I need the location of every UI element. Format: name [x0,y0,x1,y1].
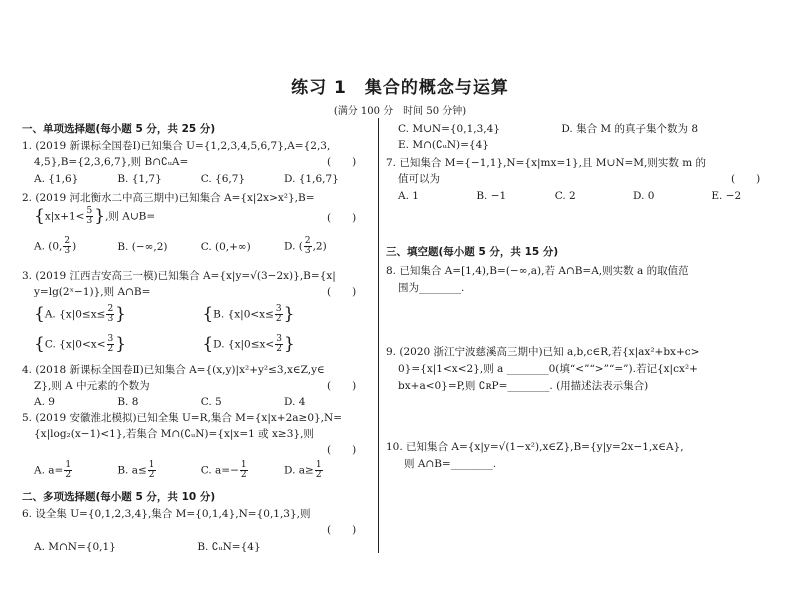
option-b: B. −1 [476,190,507,202]
question-3-line-2: y=lg(2ˣ−1)},则 A∩B= [34,286,151,298]
page-subtitle: (满分 100 分 时间 50 分钟) [333,106,467,117]
question-3-line-1: 3. (2019 江西吉安高三一模)已知集合 A={x|y=√(3−2x)},B={x| [22,270,336,282]
question-2-line-2: {x|x+1< $\frac{5}{3}$ },则 A∪B= [34,206,156,226]
option-c: C. M∪N={0,1,3,4} [398,123,500,135]
question-3-answer-paren: ( ) [327,286,357,298]
option-a: A. {1,6} [34,173,79,185]
option-d: D. 集合 M 的真子集个数为 8 [561,123,699,135]
option-d: D. {1,6,7} [284,173,339,185]
option-c: C. (0,+∞) [200,240,251,253]
question-9-line-2: 0}={x|1<x<2},则 a ________0(填“<”“>”“=”).若记{x|cx²+ [398,363,698,375]
option-d: {D. {x|0≤x< $\frac{3}{2}$ } [202,334,295,354]
option-d: D. ( $\frac{2}{3}$ ,2) [284,236,327,256]
question-5-options [34,461,324,480]
question-10-line-2: 则 A∩B=________. [404,458,497,470]
question-4-line-2: Z},则 A 中元素的个数为 [34,380,150,392]
question-10-line-1: 10. 已知集合 A={x|y=√(1−x²),x∈Z},B={y|y=2x−1,x∈A}, [386,441,684,453]
question-5-line-2: {x|log₂(x−1)<1},若集合 M∩(∁ᵤN)={x|x=1 或 x≥3},则 [34,428,314,440]
option-a: A. a= $\frac{1}{2}$ [34,460,72,480]
option-e: E. M∩(∁ᵤN)={4} [398,139,489,151]
question-4-options [34,395,305,410]
option-d: D. 0 [633,190,655,202]
question-9-line-1: 9. (2020 浙江宁波慈溪高三期中)已知 a,b,c∈R,若{x|ax²+bx+c> [386,346,700,358]
question-3-options-row-2 [34,335,295,354]
question-7-line-2: 值可以为 [398,173,440,185]
option-c: C. {6,7} [200,173,246,185]
question-1-answer-paren: ( ) [327,156,357,168]
question-5-line-1: 5. (2019 安徽淮北模拟)已知全集 U=R,集合 M={x|x+2a≥0},N= [22,412,343,424]
question-9-line-3: bx+a<0}=P,则 ∁ʀP=________. (用描述法表示集合) [398,380,649,392]
question-6-line-1: 6. 设全集 U={0,1,2,3,4},集合 M={0,1,4},N={0,1,3},则 [22,508,311,520]
option-b: B. {1,7} [117,173,162,185]
column-divider [378,118,379,553]
question-2-answer-paren: ( ) [327,212,357,224]
question-1-options [34,172,339,187]
question-6-options-continued [398,122,698,137]
question-5-answer-paren: ( ) [327,444,357,456]
question-4-answer-paren: ( ) [327,380,357,392]
option-b: B. a≤ $\frac{1}{2}$ [117,460,155,480]
option-a: A. M∩N={0,1} [34,541,116,553]
question-3-options-row-1 [34,305,294,324]
section-heading-single-choice: 一、单项选择题(每小题 5 分，共 25 分) [22,123,216,135]
question-2-options [34,237,327,256]
question-7-options [398,189,741,204]
page-title: 练习 1 集合的概念与运算 [291,78,509,98]
question-1-line-2: 4,5},B={2,3,6,7},则 B∩∁ᵤA= [34,156,189,168]
question-2-line-1: 2. (2019 河北衡水二中高三期中)已知集合 A={x|2x>x²},B= [22,192,315,204]
option-a: A. 9 [34,396,55,408]
option-b: {B. {x|0<x≤ $\frac{3}{2}$ } [202,304,295,324]
option-a: A. (0, $\frac{2}{3}$ ) [34,236,77,256]
option-d: D. 4 [284,396,306,408]
option-a: {A. {x|0≤x≤ $\frac{2}{3}$ } [34,304,126,324]
question-6-answer-paren: ( ) [327,524,357,536]
section-heading-multi-choice: 二、多项选择题(每小题 5 分，共 10 分) [22,491,216,503]
option-c: C. 5 [200,396,222,408]
option-b: B. 8 [117,396,139,408]
option-b: B. ∁ᵤN={4} [197,541,261,553]
question-7-answer-paren: ( ) [731,173,761,185]
section-heading-fill-in: 三、填空题(每小题 5 分，共 15 分) [386,246,559,258]
option-c: C. a=− $\frac{1}{2}$ [200,460,247,480]
question-8-line-1: 8. 已知集合 A=[1,4),B=(−∞,a),若 A∩B=A,则实数 a 的取值范 [386,265,689,277]
question-1-line-1: 1. (2019 新课标全国卷Ⅰ)已知集合 U={1,2,3,4,5,6,7},A={2,3, [22,140,331,152]
option-b: B. (−∞,2) [117,240,168,253]
question-4-line-1: 4. (2018 新课标全国卷Ⅱ)已知集合 A={(x,y)|x²+y²≤3,x∈Z,y∈ [22,364,325,376]
option-c: {C. {x|0<x< $\frac{3}{2}$ } [34,334,127,354]
option-a: A. 1 [398,190,419,202]
question-7-line-1: 7. 已知集合 M={−1,1},N={x|mx=1},且 M∪N=M,则实数 m 的 [386,157,707,169]
question-8-line-2: 围为________. [398,282,465,294]
question-6-options [34,540,261,555]
option-c: C. 2 [554,190,576,202]
option-e: E. −2 [711,190,742,202]
option-d: D. a≥ $\frac{1}{2}$ [284,460,322,480]
